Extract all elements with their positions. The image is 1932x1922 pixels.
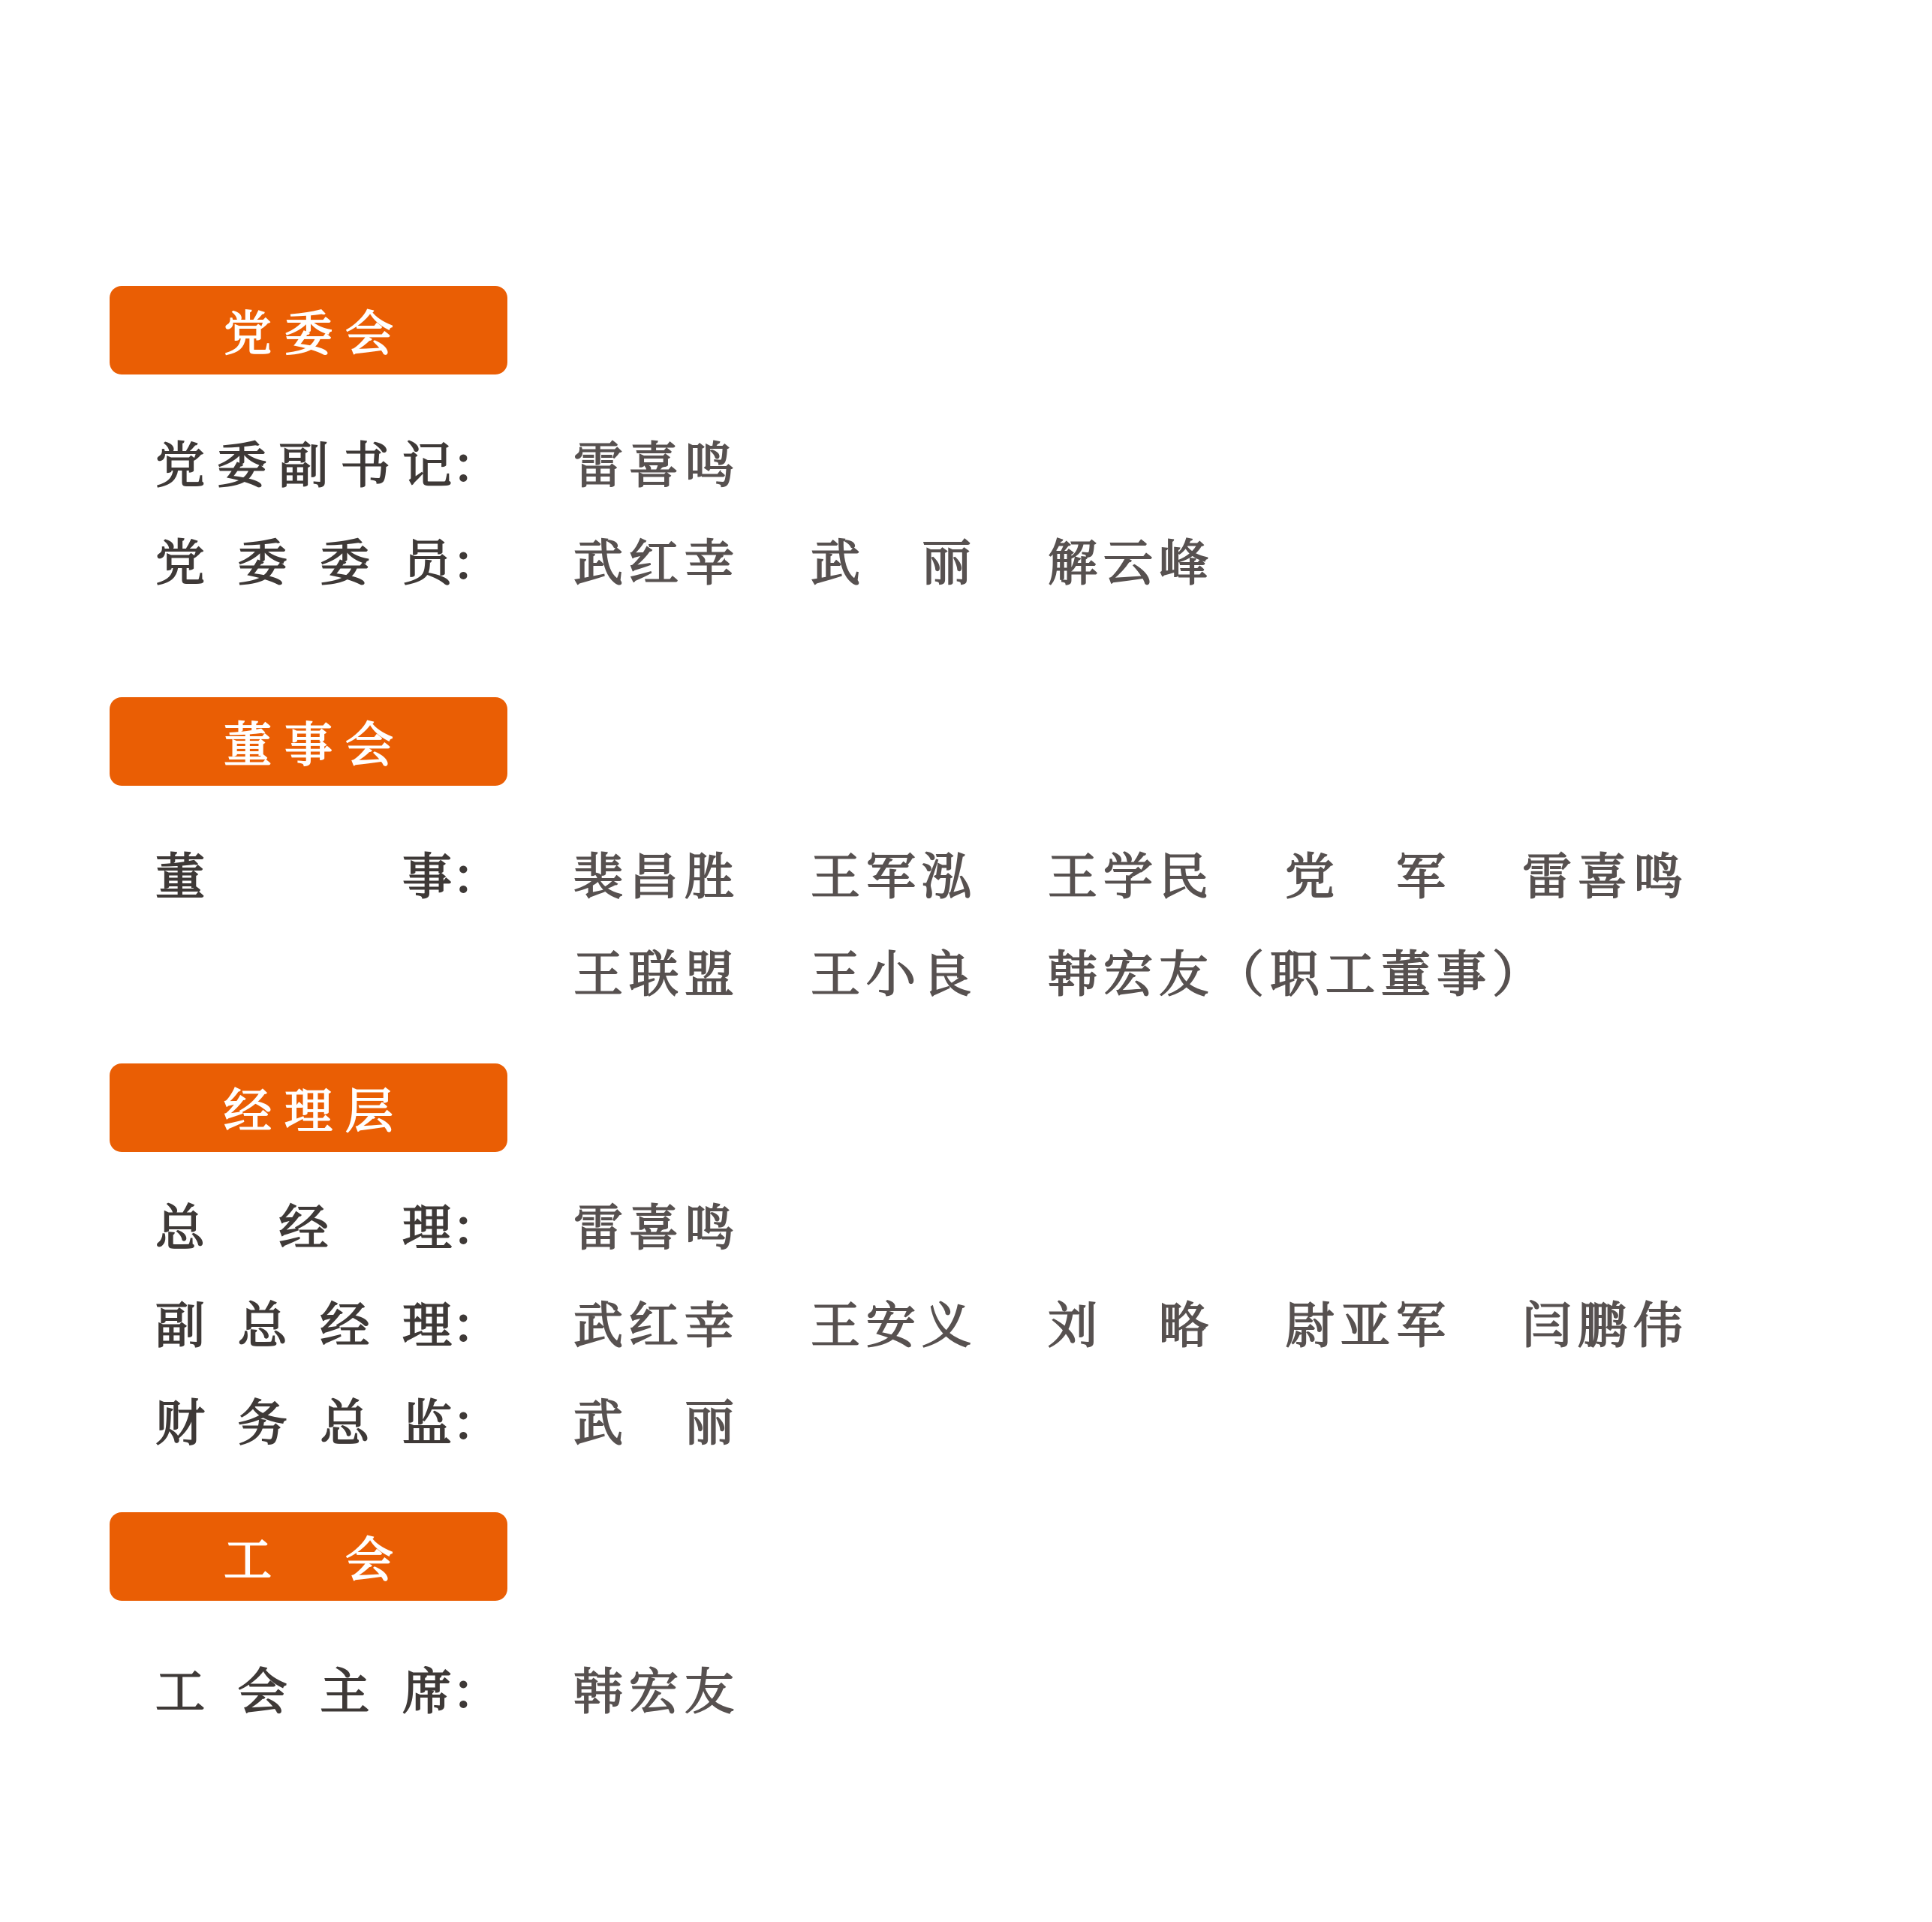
label-colon: ： [452, 1297, 501, 1353]
person-name: 韩宏友（职工董事） [1048, 946, 1548, 1002]
person-name: 刘 略 [1048, 1297, 1214, 1353]
section-labor-union [110, 1512, 1689, 1736]
roster-row [155, 510, 1689, 607]
section-header-party-committee [110, 286, 507, 374]
person-name: 党 军 [1285, 848, 1452, 904]
role-label: 工会主席 [155, 1663, 452, 1719]
section-title: 董事会 [224, 718, 406, 772]
role-label: 财务总监 [155, 1394, 452, 1451]
role-label: 总经理 [155, 1199, 452, 1256]
section-party-committee [110, 286, 1689, 607]
label-colon: ： [452, 1199, 501, 1256]
names-list [573, 1383, 740, 1454]
roster-row [155, 823, 1689, 921]
label-colon: ： [452, 437, 501, 493]
person-name: 王联盟 [573, 946, 740, 1002]
names-list [573, 1652, 740, 1723]
role-label: 党委副书记 [155, 437, 452, 493]
roster-row [155, 412, 1689, 510]
section-rows [155, 412, 1689, 607]
names-list [573, 426, 740, 497]
section-board-of-directors [110, 697, 1689, 1018]
roster-row [155, 1272, 1689, 1370]
names-list [573, 1286, 1689, 1357]
role-label: 董事 [155, 848, 452, 904]
section-header-management [110, 1063, 507, 1152]
person-name: 雷喜鸣 [573, 1199, 740, 1256]
names-list [573, 1188, 740, 1259]
person-name: 尉亚军 [1285, 1297, 1452, 1353]
person-name: 王学民 [1048, 848, 1214, 904]
names-list [573, 837, 1689, 908]
person-name: 闫鹏伟 [1522, 1297, 1689, 1353]
section-title: 党委会 [224, 307, 406, 361]
roster-row [155, 1638, 1689, 1736]
person-name: 王小良 [811, 946, 977, 1002]
roster-content [110, 286, 1689, 1736]
label-colon: ： [452, 1663, 501, 1719]
label-colon: ： [452, 848, 501, 904]
person-name: 雷喜鸣 [1522, 848, 1689, 904]
person-name: 王军泓 [811, 848, 977, 904]
section-rows [155, 1638, 1689, 1736]
names-list [573, 523, 1214, 594]
roster-row [155, 1370, 1689, 1467]
person-name: 武红幸 [573, 1297, 740, 1353]
section-title: 工 会 [224, 1533, 406, 1587]
role-label: 副总经理 [155, 1297, 452, 1353]
label-colon: ： [452, 534, 501, 591]
person-name: 王安义 [811, 1297, 977, 1353]
person-name: 武红幸 [573, 534, 740, 591]
label-colon: ： [452, 1394, 501, 1451]
section-management [110, 1063, 1689, 1467]
person-name: 裴昌胜 [573, 848, 740, 904]
names-list [573, 934, 1548, 1006]
section-rows [155, 1175, 1689, 1467]
person-name: 武 丽 [811, 534, 977, 591]
role-label: 党委委员 [155, 534, 452, 591]
person-name: 武 丽 [573, 1394, 740, 1451]
section-header-labor-union [110, 1512, 507, 1601]
person-name: 韩宏友 [573, 1663, 740, 1719]
roster-row-continuation [155, 921, 1689, 1018]
section-title: 经理层 [224, 1084, 406, 1138]
person-name: 雷喜鸣 [573, 437, 740, 493]
roster-row [155, 1175, 1689, 1272]
person-name: 解云峰 [1048, 534, 1214, 591]
section-rows [155, 823, 1689, 1018]
section-header-board-of-directors [110, 697, 507, 786]
